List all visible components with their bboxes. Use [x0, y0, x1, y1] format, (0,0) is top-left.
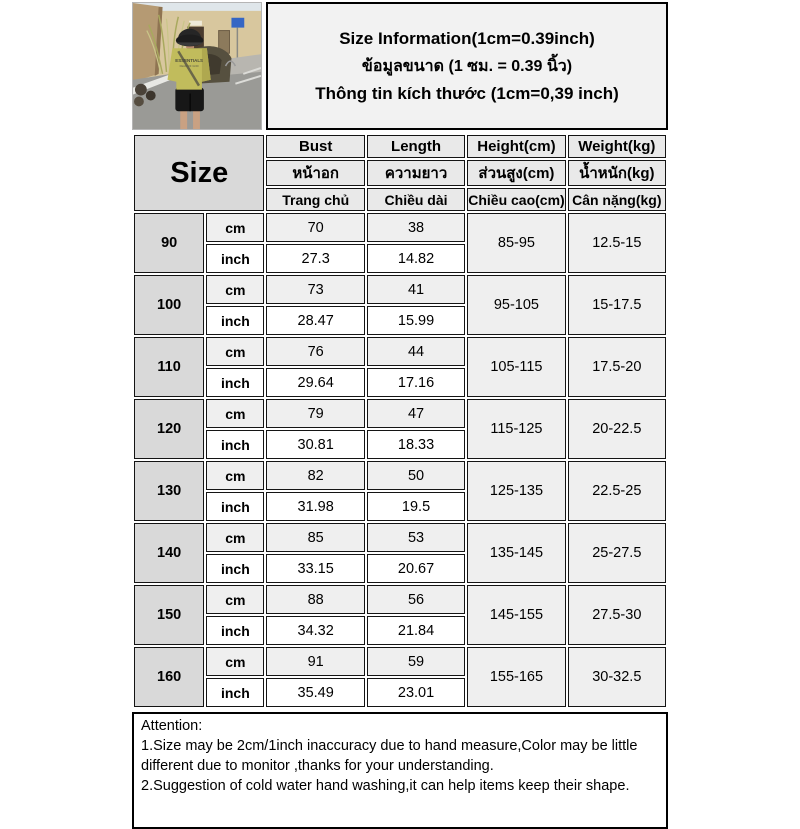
bust-inch-cell: 35.49 [266, 678, 364, 707]
col-header-length-en: Length [367, 135, 465, 158]
bust-inch-cell: 31.98 [266, 492, 364, 521]
bust-inch-cell: 29.64 [266, 368, 364, 397]
size-label-cell: 150 [134, 585, 204, 645]
height-range-cell: 155-165 [467, 647, 565, 707]
product-photo [132, 2, 262, 130]
col-header-bust-vi: Trang chủ [266, 188, 364, 211]
svg-text:ESSENTIALS: ESSENTIALS [175, 58, 203, 64]
length-inch-cell: 15.99 [367, 306, 465, 335]
unit-cm-cell: cm [206, 337, 264, 366]
unit-cm-cell: cm [206, 523, 264, 552]
unit-inch-cell: inch [206, 368, 264, 397]
unit-cm-cell: cm [206, 461, 264, 490]
length-inch-cell: 14.82 [367, 244, 465, 273]
length-inch-cell: 17.16 [367, 368, 465, 397]
size-row-140-cm [134, 523, 666, 552]
length-inch-cell: 19.5 [367, 492, 465, 521]
unit-cm-cell: cm [206, 213, 264, 242]
length-cm-cell: 53 [367, 523, 465, 552]
height-range-cell: 135-145 [467, 523, 565, 583]
size-table [132, 133, 668, 709]
col-header-weight-th: น้ำหนัก(kg) [568, 160, 666, 186]
length-inch-cell: 18.33 [367, 430, 465, 459]
attention-heading: Attention: [141, 718, 203, 734]
height-range-cell: 125-135 [467, 461, 565, 521]
bust-cm-cell: 88 [266, 585, 364, 614]
col-header-length-vi: Chiều dài [367, 188, 465, 211]
top-row [132, 2, 668, 130]
size-table-header [134, 135, 666, 211]
length-cm-cell: 56 [367, 585, 465, 614]
size-row-130-cm [134, 461, 666, 490]
unit-inch-cell: inch [206, 306, 264, 335]
unit-inch-cell: inch [206, 244, 264, 273]
height-range-cell: 145-155 [467, 585, 565, 645]
length-cm-cell: 41 [367, 275, 465, 304]
bust-inch-cell: 30.81 [266, 430, 364, 459]
unit-inch-cell: inch [206, 678, 264, 707]
product-photo-illustration [133, 3, 261, 129]
attention-note-2: 2.Suggestion of cold water hand washing,it can help items keep their shape. [141, 777, 630, 794]
size-label-cell: 90 [134, 213, 204, 273]
unit-cm-cell: cm [206, 275, 264, 304]
col-header-height-en: Height(cm) [467, 135, 565, 158]
size-chart-content [132, 2, 668, 829]
col-header-weight-vi: Cân nặng(kg) [568, 188, 666, 211]
size-label-cell: 160 [134, 647, 204, 707]
size-label-cell: 110 [134, 337, 204, 397]
weight-range-cell: 17.5-20 [568, 337, 666, 397]
weight-range-cell: 25-27.5 [568, 523, 666, 583]
unit-cm-cell: cm [206, 647, 264, 676]
bust-cm-cell: 73 [266, 275, 364, 304]
col-header-length-th: ความยาว [367, 160, 465, 186]
col-header-bust-th: หน้าอก [266, 160, 364, 186]
height-range-cell: 85-95 [467, 213, 565, 273]
bust-inch-cell: 33.15 [266, 554, 364, 583]
title-box [266, 2, 668, 130]
unit-inch-cell: inch [206, 430, 264, 459]
unit-cm-cell: cm [206, 585, 264, 614]
bust-inch-cell: 27.3 [266, 244, 364, 273]
unit-inch-cell: inch [206, 554, 264, 583]
svg-text:FEAR OF GOD: FEAR OF GOD [179, 64, 199, 68]
bust-inch-cell: 28.47 [266, 306, 364, 335]
bust-cm-cell: 82 [266, 461, 364, 490]
size-row-110-cm [134, 337, 666, 366]
size-label-cell: 120 [134, 399, 204, 459]
size-row-160-cm [134, 647, 666, 676]
height-range-cell: 115-125 [467, 399, 565, 459]
length-inch-cell: 21.84 [367, 616, 465, 645]
weight-range-cell: 20-22.5 [568, 399, 666, 459]
weight-range-cell: 30-32.5 [568, 647, 666, 707]
length-cm-cell: 44 [367, 337, 465, 366]
length-cm-cell: 59 [367, 647, 465, 676]
title-vietnamese: Thông tin kích thước (1cm=0,39 inch) [315, 83, 619, 103]
col-header-bust-en: Bust [266, 135, 364, 158]
height-range-cell: 105-115 [467, 337, 565, 397]
size-row-90-cm [134, 213, 666, 242]
bust-cm-cell: 85 [266, 523, 364, 552]
length-cm-cell: 38 [367, 213, 465, 242]
size-label-cell: 140 [134, 523, 204, 583]
col-header-height-th: ส่วนสูง(cm) [467, 160, 565, 186]
size-table-body [134, 213, 666, 707]
size-header-cell: Size [134, 135, 264, 211]
size-row-150-cm [134, 585, 666, 614]
title-thai: ข้อมูลขนาด (1 ซม. = 0.39 นิ้ว) [361, 57, 573, 75]
bust-cm-cell: 76 [266, 337, 364, 366]
attention-note-1: 1.Size may be 2cm/1inch inaccuracy due to hand measure,Color may be little different due to monitor ,thanks for your understanding. [141, 737, 638, 774]
attention-box [132, 712, 668, 829]
size-label-cell: 130 [134, 461, 204, 521]
unit-inch-cell: inch [206, 616, 264, 645]
length-inch-cell: 20.67 [367, 554, 465, 583]
bust-inch-cell: 34.32 [266, 616, 364, 645]
bust-cm-cell: 91 [266, 647, 364, 676]
size-row-100-cm [134, 275, 666, 304]
size-label-cell: 100 [134, 275, 204, 335]
weight-range-cell: 27.5-30 [568, 585, 666, 645]
length-cm-cell: 50 [367, 461, 465, 490]
height-range-cell: 95-105 [467, 275, 565, 335]
weight-range-cell: 15-17.5 [568, 275, 666, 335]
weight-range-cell: 12.5-15 [568, 213, 666, 273]
length-inch-cell: 23.01 [367, 678, 465, 707]
unit-inch-cell: inch [206, 492, 264, 521]
col-header-weight-en: Weight(kg) [568, 135, 666, 158]
bust-cm-cell: 79 [266, 399, 364, 428]
bust-cm-cell: 70 [266, 213, 364, 242]
weight-range-cell: 22.5-25 [568, 461, 666, 521]
title-english: Size Information(1cm=0.39inch) [339, 28, 595, 48]
size-row-120-cm [134, 399, 666, 428]
length-cm-cell: 47 [367, 399, 465, 428]
col-header-height-vi: Chiều cao(cm) [467, 188, 565, 211]
unit-cm-cell: cm [206, 399, 264, 428]
